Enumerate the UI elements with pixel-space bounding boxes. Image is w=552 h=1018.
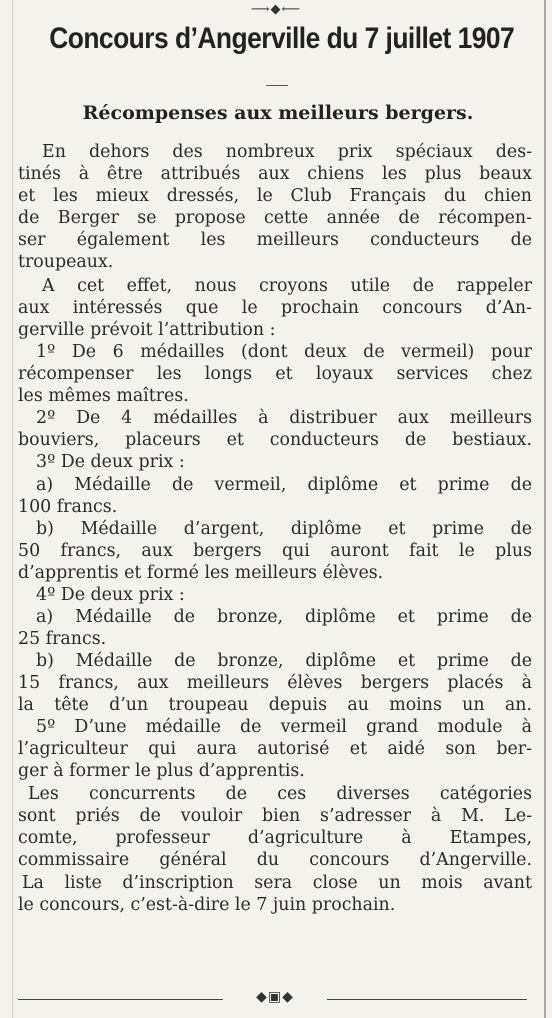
text-line: La liste d’inscription sera close un mois avant — [22, 873, 532, 893]
text-line: 1º De 6 médailles (dont deux de vermeil) pour — [36, 342, 532, 362]
bottom-rule-right — [327, 999, 527, 1000]
top-ornament: ⟶◆⟵ — [250, 2, 302, 17]
text-line: commissaire général du concours d’Angerville. — [18, 850, 532, 870]
text-line: troupeaux. — [18, 252, 114, 272]
text-line: b) Médaille d’argent, diplôme et prime de — [36, 519, 532, 539]
text-line: 25 francs. — [18, 629, 107, 649]
text-line: 5º D’une médaille de vermeil grand module à — [36, 717, 532, 737]
text-line: bouviers, placeurs et conducteurs de bestiaux. — [18, 430, 532, 450]
text-line: 2º De 4 médailles à distribuer aux meilleurs — [36, 408, 532, 428]
text-line: 100 francs. — [18, 497, 118, 517]
column-rule-left — [12, 0, 13, 1018]
text-line: 50 francs, aux bergers qui auront fait le plus — [18, 541, 532, 561]
text-line: sont priés de vouloir bien s’adresser à M. Le- — [18, 806, 532, 826]
text-line: b) Médaille de bronze, diplôme et prime de — [36, 651, 532, 671]
title-divider — [266, 85, 288, 86]
text-line: ger à former le plus d’apprentis. — [18, 761, 305, 781]
text-line: comte, professeur d’agriculture à Etampes, — [18, 828, 532, 848]
text-line: ser également les meilleurs conducteurs de — [18, 230, 532, 250]
text-line: a) Médaille de bronze, diplôme et prime de — [36, 607, 532, 627]
bottom-rule-left — [18, 999, 223, 1000]
text-line: En dehors des nombreux prix spéciaux des- — [42, 142, 532, 162]
text-line: récompenser les longs et loyaux services chez — [18, 364, 532, 384]
text-line: gerville prévoit l’attribution : — [18, 320, 276, 340]
article-subtitle: Récompenses aux meilleurs bergers. — [82, 102, 474, 124]
text-line: A cet effet, nous croyons utile de rappeler — [42, 276, 532, 296]
text-line: tinés à être attribués aux chiens les plus beaux — [18, 164, 532, 184]
text-line: le concours, c’est-à-dire le 7 juin prochain. — [18, 895, 396, 915]
text-line: d’apprentis et formé les meilleurs élèves. — [18, 563, 384, 583]
text-line: a) Médaille de vermeil, diplôme et prime de — [36, 475, 532, 495]
text-line: l’agriculteur qui aura autorisé et aidé son ber- — [18, 739, 532, 759]
text-line: les mêmes maîtres. — [18, 386, 189, 406]
text-line: et les mieux dressés, le Club Français du chien — [18, 186, 532, 206]
column-rule-right — [544, 0, 546, 1018]
text-line: 3º De deux prix : — [36, 452, 185, 472]
article-title: Concours d’Angerville du 7 juillet 1907 — [49, 22, 515, 55]
text-line: la tête d’un troupeau depuis au moins un an. — [18, 695, 532, 715]
text-line: 15 francs, aux meilleurs élèves bergers placés à — [18, 673, 532, 693]
text-line: de Berger se propose cette année de récompen- — [18, 208, 532, 228]
text-line: aux intéressés que le prochain concours d’An- — [18, 298, 532, 318]
text-line: Les concurrents de ces diverses catégories — [28, 784, 532, 804]
bottom-ornament: ◆▣◆ — [256, 989, 294, 1005]
text-line: 4º De deux prix : — [36, 585, 185, 605]
